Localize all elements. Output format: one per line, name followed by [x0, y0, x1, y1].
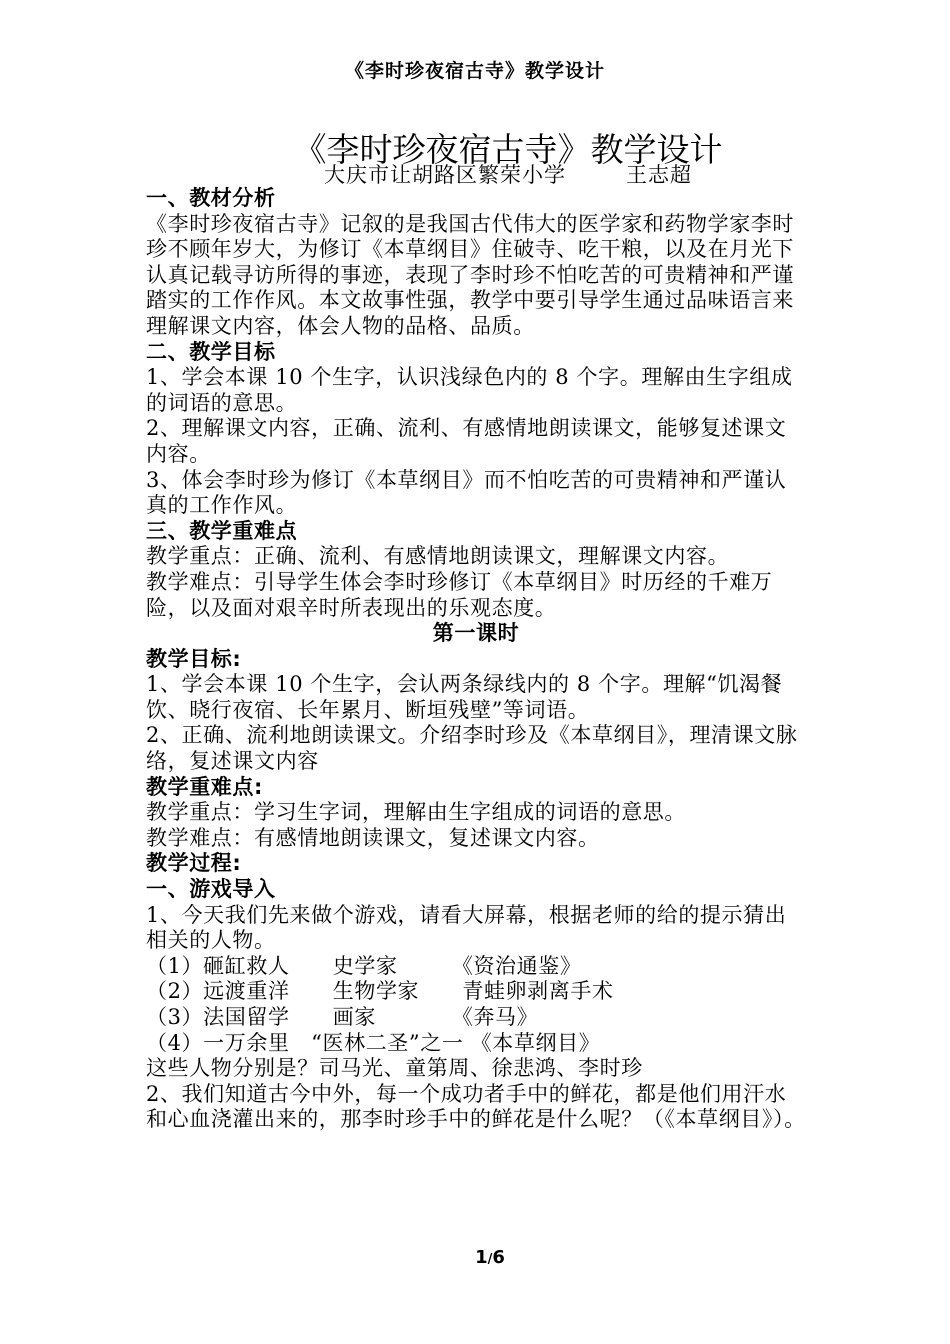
lesson-heading: 第一课时 [432, 621, 520, 646]
list-item: （1）砸缸救人 史学家 《资治通鉴》 [146, 953, 582, 978]
total-pages: 6 [492, 1247, 505, 1268]
page-number [0, 1247, 950, 1268]
byline [0, 159, 950, 189]
paragraph: 2、理解课文内容，正确、流利、有感情地朗读课文，能够复述课文内容。 [146, 416, 787, 466]
page-separator: / [487, 1252, 493, 1267]
section-heading: 三、教学重难点 [146, 518, 298, 543]
paragraph: 1、学会本课 10 个生字，会认两条绿线内的 8 个字。理解“饥渴餐饮、晓行夜宿、长年累月、断垣残壁”等词语。 [146, 672, 783, 722]
document-body [146, 186, 806, 1133]
paragraph: 2、我们知道古今中外，每一个成功者手中的鲜花，都是他们用汗水和心血浇灌出来的，那李时珍手中的鲜花是什么呢？（《本草纲目》）。 [146, 1081, 806, 1132]
paragraph: 1、今天我们先来做个游戏，请看大屏幕，根据老师的给的提示猜出相关的人物。 [146, 902, 787, 953]
list-item: （3）法国留学 画家 《奔马》 [146, 1005, 539, 1029]
section-heading: 教学目标: [146, 646, 242, 671]
document-title: 《李时珍夜宿古寺》教学设计 [293, 130, 723, 169]
paragraph: 这些人物分别是？司马光、童第周、徐悲鸿、李时珍 [146, 1056, 643, 1081]
list-item: （4）一万余里 “医林二圣”之一 《本草纲目》 [146, 1030, 601, 1055]
section-heading: 教学过程: [146, 851, 242, 876]
running-header: 《李时珍夜宿古寺》教学设计 [344, 60, 605, 82]
paragraph: 1、学会本课 10 个生字，认识浅绿色内的 8 个字。理解由生字组成的词语的意思。 [146, 365, 793, 415]
paragraph: 教学难点：有感情地朗读课文，复述课文内容。 [146, 825, 600, 850]
author-name: 王志超 [626, 163, 692, 187]
paragraph: 教学难点：引导学生体会李时珍修订《本草纲目》时历经的千难万险，以及面对艰辛时所表现出的乐观态度。 [146, 569, 773, 620]
paragraph: 教学重点：学习生字词，理解由生字组成的词语的意思。 [146, 800, 686, 825]
section-heading: 一、游戏导入 [146, 877, 276, 902]
school-name: 大庆市让胡路区繁荣小学 [324, 163, 566, 187]
paragraph: 教学重点：正确、流利、有感情地朗读课文，理解课文内容。 [146, 544, 730, 569]
paragraph: 《李时珍夜宿古寺》记叙的是我国古代伟大的医学家和药物学家李时珍不顾年岁大，为修订《本草纲目》住破寺、吃干粮，以及在月光下认真记载寻访所得的事迹，表现了李时珍不怕吃苦的可贵精神和严谨踏实的工作作风。本文故事性强，教学中要引导学生通过品味语言来理解课文内容，体会人物的品格、品质。 [146, 211, 794, 338]
current-page: 1 [475, 1247, 488, 1268]
section-heading: 二、教学目标 [146, 339, 276, 364]
paragraph: 3、体会李时珍为修订《本草纲目》而不怕吃苦的可贵精神和严谨认真的工作作风。 [146, 467, 787, 518]
section-heading: 一、教材分析 [146, 186, 276, 210]
paragraph: 2、正确、流利地朗读课文。介绍李时珍及《本草纲目》，理清课文脉络，复述课文内容 [146, 723, 798, 774]
section-heading: 教学重难点: [146, 774, 263, 799]
list-item: （2）远渡重洋 生物学家 青蛙卵剥离手术 [146, 979, 614, 1004]
